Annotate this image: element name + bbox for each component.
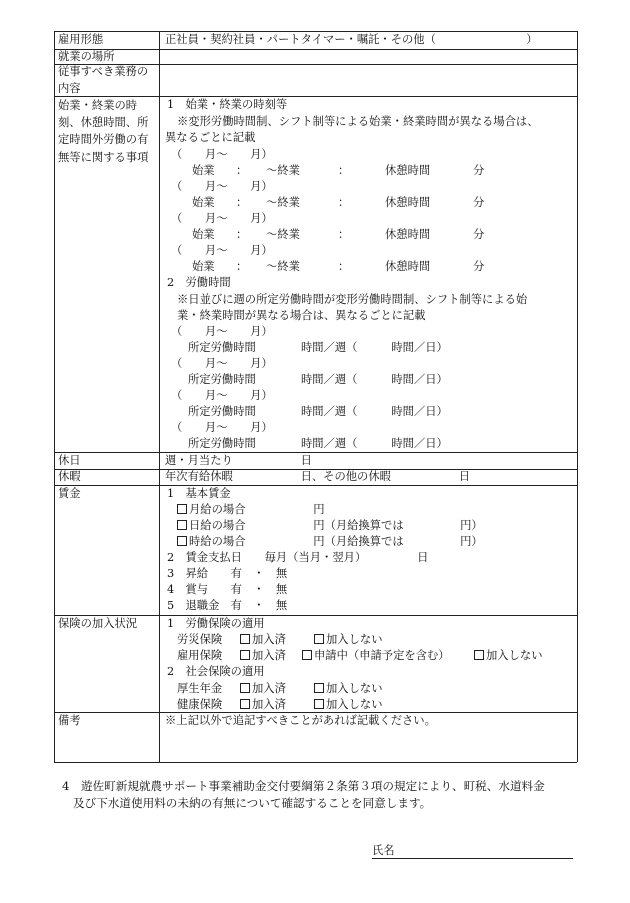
section-start-end-times: 1 始業・終業の時刻等 xyxy=(167,98,288,111)
employment-type-label: 雇用形態 xyxy=(58,33,104,46)
option-text: 加入しない xyxy=(486,649,543,662)
end-label: ～終業 xyxy=(266,260,300,273)
period-range: （ 月～ 月） xyxy=(171,389,273,402)
signature-line[interactable] xyxy=(372,858,573,859)
retirement-line: 5 退職金 有 ・ 無 xyxy=(167,599,288,612)
break-time-label: 休憩時間 xyxy=(385,164,431,177)
scheduled-hours-line: 所定労働時間 時間／週（ 時間／日） xyxy=(188,437,448,450)
checkbox[interactable] xyxy=(177,536,187,546)
checkbox[interactable] xyxy=(302,650,312,660)
option-text: 加入済 xyxy=(252,649,286,662)
section-working-hours: 2 労働時間 xyxy=(167,276,231,289)
checkbox[interactable] xyxy=(240,683,250,693)
period-range: （ 月～ 月） xyxy=(171,212,273,225)
colon: ： xyxy=(338,164,350,177)
duties-label: 従事すべき業務の内容 xyxy=(58,65,149,95)
pension-not-joined xyxy=(314,681,383,697)
checkbox[interactable] xyxy=(240,699,250,709)
monthly-wage-text: 月給の場合 円 xyxy=(189,503,325,516)
health-ins-label: 健康保険 xyxy=(177,698,223,711)
period-range: （ 月～ 月） xyxy=(171,148,273,161)
employment-ins-joined xyxy=(240,648,286,664)
checkbox[interactable] xyxy=(314,634,324,644)
insurance-label: 保険の加入状況 xyxy=(58,617,138,630)
break-time-label: 休憩時間 xyxy=(385,196,431,209)
labor-insurance-heading: 1 労働保険の適用 xyxy=(167,617,265,630)
table-border-right xyxy=(577,31,578,762)
signature-label: 氏名 xyxy=(372,844,395,857)
payday-line: 2 賃金支払日 毎月（当月・翌月） 日 xyxy=(167,551,429,564)
option-text: 加入済 xyxy=(252,698,286,711)
holidays-label: 休日 xyxy=(58,454,81,467)
colon: ： xyxy=(338,228,350,241)
leave-label: 休暇 xyxy=(58,470,81,483)
end-label: ～終業 xyxy=(266,196,300,209)
period-range: （ 月～ 月） xyxy=(171,357,273,370)
colon: ： xyxy=(338,196,350,209)
start-label: 始業 xyxy=(192,260,215,273)
checkbox[interactable] xyxy=(240,634,250,644)
checkbox[interactable] xyxy=(240,650,250,660)
minutes-label: 分 xyxy=(473,260,485,273)
consent-line-1: 4 遊佐町新規就農サポート事業補助金交付要綱第２条第３項の規定により、町税、水道料金 xyxy=(62,779,545,793)
period-range: （ 月～ 月） xyxy=(171,421,273,434)
hourly-wage-option xyxy=(177,534,483,550)
workers-comp-not-joined xyxy=(314,632,383,648)
wages-label: 賃金 xyxy=(58,487,81,500)
start-label: 始業 xyxy=(192,164,215,177)
variable-hours-note: ※変形労働時間制、シフト制等による始業・終業時間が異なる場合は、 xyxy=(177,115,539,128)
holidays-value: 週・月当たり 日 xyxy=(165,454,312,467)
row-divider xyxy=(54,485,577,486)
workers-comp-label: 労災保険 xyxy=(177,633,223,646)
row-divider xyxy=(54,49,577,50)
workers-comp-joined xyxy=(240,632,286,648)
scheduled-hours-line: 所定労働時間 時間／週（ 時間／日） xyxy=(188,341,448,354)
health-ins-joined xyxy=(240,697,286,713)
bonus-line: 4 賞与 有 ・ 無 xyxy=(167,583,288,596)
monthly-wage-option xyxy=(177,502,325,518)
colon: ： xyxy=(236,260,248,273)
basic-wage-heading: 1 基本賃金 xyxy=(167,487,231,500)
workplace-label: 就業の場所 xyxy=(58,49,115,63)
period-range: （ 月～ 月） xyxy=(171,180,273,193)
scheduled-hours-line: 所定労働時間 時間／週（ 時間／日） xyxy=(188,373,448,386)
daily-wage-text: 日給の場合 円（月給換算では 円） xyxy=(189,519,483,532)
consent-line-2: 及び下水道使用料の未納の有無について確認することを同意します。 xyxy=(73,796,432,810)
colon: ： xyxy=(236,164,248,177)
period-range: （ 月～ 月） xyxy=(171,244,273,257)
start-label: 始業 xyxy=(192,196,215,209)
pension-label: 厚生年金 xyxy=(177,682,223,695)
end-label: ～終業 xyxy=(266,228,300,241)
working-hours-label: 始業・終業の時刻、休憩時間、所定時間外労働の有無等に関する事項 xyxy=(58,99,149,164)
checkbox[interactable] xyxy=(474,650,484,660)
leave-value: 年次有給休暇 日、その他の休暇 日 xyxy=(165,470,471,483)
minutes-label: 分 xyxy=(473,196,485,209)
option-text: 加入しない xyxy=(326,633,383,646)
colon: ： xyxy=(236,196,248,209)
health-ins-not-joined xyxy=(314,697,383,713)
column-divider xyxy=(159,31,160,762)
option-text: 加入しない xyxy=(326,698,383,711)
minutes-label: 分 xyxy=(473,164,485,177)
table-border-bottom xyxy=(54,762,577,763)
minutes-label: 分 xyxy=(473,228,485,241)
employment-ins-not-joined xyxy=(474,648,543,664)
hourly-wage-text: 時給の場合 円（月給換算では 円） xyxy=(189,535,483,548)
pension-joined xyxy=(240,681,286,697)
employment-ins-label: 雇用保険 xyxy=(177,649,223,662)
employment-ins-applying xyxy=(302,648,450,664)
option-text: 加入済 xyxy=(252,633,286,646)
social-insurance-heading: 2 社会保険の適用 xyxy=(167,665,265,678)
checkbox[interactable] xyxy=(177,520,187,530)
variable-hours-note-cont: 異なるごとに記載 xyxy=(165,131,256,144)
remarks-note: ※上記以外で追記すべきことがあれば記載ください。 xyxy=(165,714,436,727)
pay-raise-line: 3 昇給 有 ・ 無 xyxy=(167,567,288,580)
row-divider xyxy=(54,452,577,453)
end-label: ～終業 xyxy=(266,164,300,177)
scheduled-hours-note-cont: 業・終業時間が異なる場合は、異なるごとに記載 xyxy=(177,309,426,322)
remarks-label: 備考 xyxy=(58,714,81,727)
break-time-label: 休憩時間 xyxy=(385,260,431,273)
checkbox[interactable] xyxy=(314,699,324,709)
table-border-left xyxy=(54,31,55,762)
option-text: 加入済 xyxy=(252,682,286,695)
checkbox[interactable] xyxy=(177,504,187,514)
scheduled-hours-line: 所定労働時間 時間／週（ 時間／日） xyxy=(188,405,448,418)
break-time-label: 休憩時間 xyxy=(385,228,431,241)
daily-wage-option xyxy=(177,518,483,534)
option-text: 申請中（申請予定を含む） xyxy=(314,649,450,662)
colon: ： xyxy=(338,260,350,273)
colon: ： xyxy=(236,228,248,241)
checkbox[interactable] xyxy=(314,683,324,693)
start-label: 始業 xyxy=(192,228,215,241)
option-text: 加入しない xyxy=(326,682,383,695)
period-range: （ 月～ 月） xyxy=(171,325,273,338)
scheduled-hours-note: ※日並びに週の所定労働時間が変形労働時間制、シフト制等による始 xyxy=(177,293,528,306)
employment-type-options: 正社員・契約社員・パートタイマー・嘱託・その他（ ） xyxy=(165,33,538,46)
